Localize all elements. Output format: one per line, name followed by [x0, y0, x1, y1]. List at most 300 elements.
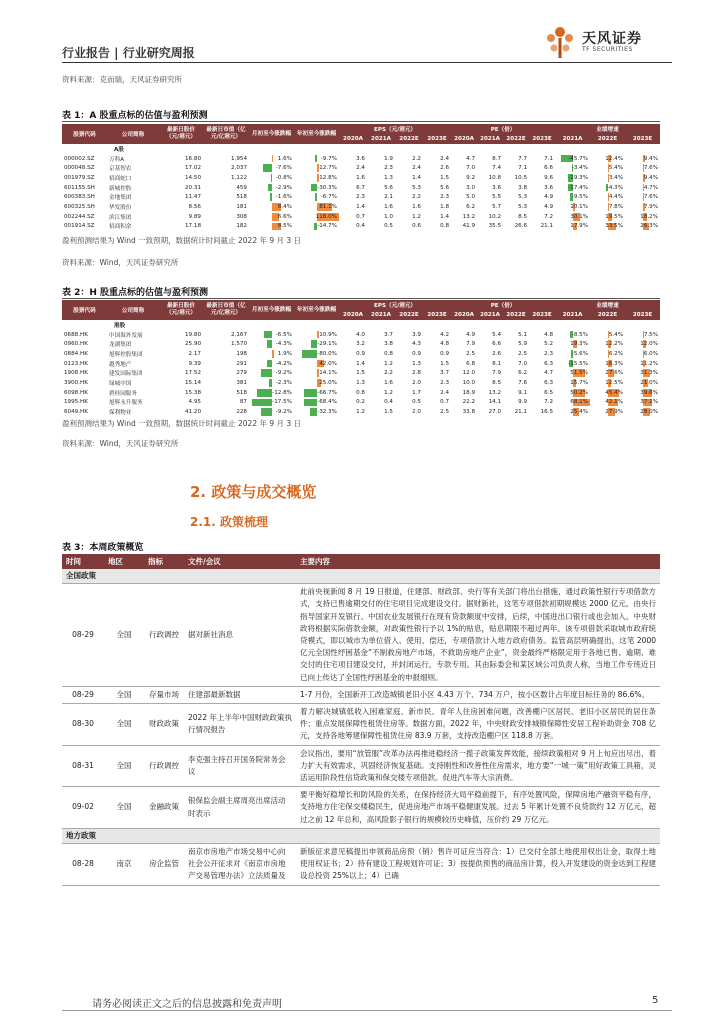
company-name: 旭辉控股集团 — [109, 351, 143, 358]
pe-value: 7.2 — [544, 213, 554, 220]
return-ytd — [294, 368, 339, 378]
pe-value: 12.0 — [462, 370, 476, 377]
bar-value: 33.5% — [605, 223, 624, 230]
group-row — [62, 144, 660, 154]
pe-value: 8.7 — [492, 155, 502, 162]
bar-value: -9.5% — [571, 194, 589, 201]
bar-value: 11.2% — [640, 360, 659, 367]
eps-value: 1.2 — [412, 213, 421, 220]
th-eps-year: 2021A — [367, 134, 395, 144]
pe-value: 21.1 — [514, 409, 528, 416]
pe-value: 5.0 — [466, 194, 476, 201]
th-eps-year: 2023E — [423, 310, 451, 320]
return-month — [249, 359, 294, 369]
eps-value: 4.3 — [412, 341, 421, 348]
page-number: 5 — [652, 995, 659, 1006]
growth-value — [590, 202, 625, 212]
bar-value: 7.6% — [643, 194, 659, 201]
company-name: 滨江集团 — [109, 214, 132, 221]
policy-type: 房企监管 — [144, 844, 184, 886]
eps-value: 4.8 — [440, 341, 450, 348]
company-name: 旭辉永升服务 — [109, 400, 143, 407]
pe-value: 9.6 — [544, 174, 554, 181]
pe-value: 5.1 — [518, 331, 528, 338]
th-type: 指标 — [144, 554, 184, 569]
pe-value: 9.1 — [518, 389, 528, 396]
bar-value: 12.2% — [605, 341, 624, 348]
company-name: 建发国际集团 — [109, 371, 143, 378]
bar-value: 10.1% — [570, 203, 589, 210]
pe-value: 6.6 — [492, 341, 502, 348]
bar-value: 7.9% — [643, 203, 659, 210]
th-retytd: 年初至今涨跌幅 — [294, 300, 339, 320]
return-month — [249, 173, 294, 183]
company-name: 招商蛇口 — [109, 175, 132, 182]
th-name: 公司简称 — [107, 300, 159, 320]
eps-value: 0.9 — [356, 350, 365, 357]
price: 2.17 — [188, 350, 201, 357]
table-row — [62, 212, 660, 222]
eps-value: 0.9 — [412, 350, 421, 357]
policy-type: 存量市场 — [144, 686, 184, 703]
pe-value: 4.7 — [544, 370, 554, 377]
bar-value: -29.1% — [317, 341, 337, 348]
bar-value: 28.0% — [640, 409, 659, 416]
pe-value: 5.9 — [518, 341, 528, 348]
bar-value: 6.2% — [608, 350, 624, 357]
group-label: 港股 — [114, 322, 126, 329]
pe-value: 10.8 — [488, 174, 502, 181]
company-name: 绿城中国 — [109, 380, 132, 387]
growth-value — [590, 183, 625, 193]
market-cap: 87 — [239, 399, 247, 406]
th-growth-year: 2023E — [625, 134, 660, 144]
logo-text-en: TF SECURITIES — [582, 46, 633, 53]
eps-value: 0.2 — [356, 399, 365, 406]
growth-value — [555, 330, 590, 340]
page-header — [62, 31, 672, 68]
bar-value: 1.9% — [277, 350, 292, 357]
policy-document: 2022 年上半年中国财政政策执行情况报告 — [184, 704, 296, 746]
return-month — [249, 330, 294, 340]
th-retytd: 年初至今涨跌幅 — [294, 124, 339, 144]
eps-value: 5.6 — [440, 184, 450, 191]
growth-value — [625, 192, 660, 202]
bar-value: 6.0% — [643, 350, 659, 357]
bar-value: -19.3% — [568, 174, 589, 181]
return-ytd — [294, 222, 339, 232]
th-growth: 业绩增速 — [555, 300, 660, 310]
table2-header-row — [62, 300, 660, 310]
th-growth: 业绩增速 — [555, 124, 660, 134]
eps-value: 1.4 — [412, 174, 421, 181]
policy-region: 全国 — [104, 686, 144, 703]
bar-value: 51.5% — [570, 370, 589, 377]
th-pe-year: 2022E — [503, 310, 529, 320]
bar-value: 10.9% — [319, 331, 337, 338]
return-ytd — [294, 173, 339, 183]
eps-value: 2.3 — [440, 194, 450, 201]
th-date: 时间 — [62, 554, 104, 569]
pe-value: 4.7 — [466, 155, 476, 162]
bar-value: 42.1% — [605, 399, 624, 406]
price: 41.20 — [184, 409, 201, 416]
table3-policy — [62, 554, 660, 886]
company-name: 招商积余 — [109, 224, 132, 231]
price: 14.50 — [184, 174, 201, 181]
bar-value: 25.0% — [319, 379, 337, 386]
growth-value — [590, 330, 625, 340]
th-pe-year: 2020A — [451, 310, 477, 320]
eps-value: 0.7 — [356, 213, 365, 220]
bar-value: 25.4% — [570, 409, 589, 416]
pe-value: 2.5 — [466, 350, 476, 357]
growth-value — [625, 359, 660, 369]
policy-content: 此前央视新闻 8 月 19 日报道，住建部、财政部、央行等有关部门将出台措施，通过政策性银行专项借款方式，支持已售逾期交付的住宅项目完成建设交付。据财新社，这笔专项借款初期规模达 2000 亿元，由央行指导国家开发银行、中国农业发展银行在现有贷款额度中安排，后续，中国进出口银行或也会加入。中央财政将根据实际借款金额，对政策性银行予以 1%的贴息，贴息期限不超过两年。该专项借款采取城市政府统贷模式，即以城市为单位借入、使用、偿还，专项借款计入地方政府债务。监管高层明确提出，这笔 2000 亿元全国性纾困基金“不制救房地产市场，不救助房地产企业”，资金最终严格限定用于各地已售、逾期、难交付的住宅项目建设交付，并封闭运行，专款专用。其由际委会和某区域公司负责人称，当地工作专班近日已向上传达了全国性纾困基金的申报细则。 — [296, 584, 660, 687]
return-month — [249, 202, 294, 212]
return-ytd — [294, 163, 339, 173]
pe-value: 5.2 — [544, 341, 554, 348]
growth-value — [590, 192, 625, 202]
company-name: 龙湖集团 — [109, 342, 132, 349]
bar-value: 18.2% — [640, 213, 659, 220]
return-ytd — [294, 378, 339, 388]
pe-value: 10.0 — [462, 379, 476, 386]
table-row — [62, 398, 660, 408]
return-ytd — [294, 388, 339, 398]
bar-value: -68.4% — [317, 399, 337, 406]
eps-value: 1.0 — [384, 213, 393, 220]
growth-value — [555, 183, 590, 193]
pe-value: 33.8 — [462, 409, 476, 416]
return-month — [249, 163, 294, 173]
pe-value: 13.2 — [462, 213, 476, 220]
growth-value — [555, 407, 590, 417]
growth-value — [590, 398, 625, 408]
table-row — [62, 359, 660, 369]
return-month — [249, 154, 294, 164]
bar-value: 31.3% — [640, 370, 659, 377]
eps-value: 3.9 — [412, 331, 421, 338]
bar-value: 5.4% — [608, 165, 624, 172]
price: 17.18 — [184, 223, 201, 230]
return-month — [249, 388, 294, 398]
table-row — [62, 192, 660, 202]
eps-value: 4.2 — [440, 331, 450, 338]
th-growth-year: 2023E — [625, 310, 660, 320]
pe-value: 5.4 — [492, 331, 502, 338]
growth-value — [625, 407, 660, 417]
pe-value: 5.7 — [492, 203, 502, 210]
stock-code: 0688.HK — [64, 331, 88, 338]
price: 8.56 — [188, 203, 201, 210]
growth-value — [625, 330, 660, 340]
eps-value: 3.6 — [356, 155, 365, 162]
price: 15.38 — [184, 389, 201, 396]
policy-region: 全国 — [104, 584, 144, 687]
pe-value: 7.1 — [518, 165, 528, 172]
eps-value: 0.4 — [356, 223, 365, 230]
th-code: 股票代码 — [62, 300, 107, 320]
market-cap: 381 — [236, 379, 247, 386]
company-name: 越秀地产 — [109, 361, 132, 368]
eps-value: 1.8 — [440, 203, 450, 210]
price: 17.02 — [184, 165, 201, 172]
group-row — [62, 320, 660, 330]
pe-value: 16.5 — [540, 409, 554, 416]
eps-value: 0.5 — [384, 223, 393, 230]
pe-value: 7.6 — [518, 379, 528, 386]
growth-value — [590, 349, 625, 359]
table1-header-row — [62, 124, 660, 134]
bar-value: 8.4% — [277, 203, 292, 210]
market-cap: 1,570 — [230, 341, 247, 348]
eps-value: 3.8 — [384, 341, 393, 348]
table-row — [62, 154, 660, 164]
market-cap: 459 — [236, 184, 247, 191]
market-cap: 2,167 — [230, 331, 247, 338]
eps-value: 1.4 — [440, 213, 450, 220]
policy-type: 金融政策 — [144, 787, 184, 829]
pe-value: 8.5 — [492, 379, 502, 386]
market-cap: 1,122 — [230, 174, 247, 181]
market-cap: 181 — [236, 203, 247, 210]
table-row — [62, 163, 660, 173]
pe-value: 3.8 — [518, 184, 528, 191]
bar-value: 30.1% — [570, 213, 589, 220]
pe-value: 8.5 — [518, 213, 528, 220]
return-ytd — [294, 202, 339, 212]
eps-value: 2.2 — [412, 194, 421, 201]
eps-value: 2.4 — [356, 165, 365, 172]
eps-value: 1.3 — [384, 174, 393, 181]
return-month — [249, 368, 294, 378]
table-row — [62, 388, 660, 398]
eps-value: 2.3 — [440, 379, 450, 386]
policy-date: 08-29 — [62, 686, 104, 703]
market-cap: 291 — [236, 360, 247, 367]
price: 11.47 — [184, 194, 201, 201]
company-name: 华发股份 — [109, 204, 132, 211]
pe-value: 4.9 — [466, 331, 476, 338]
pe-value: 8.1 — [492, 360, 502, 367]
bar-value: 118.0% — [315, 213, 337, 220]
pe-value: 35.5 — [488, 223, 502, 230]
bar-value: 42.0% — [319, 360, 337, 367]
growth-value — [625, 368, 660, 378]
category-row — [62, 828, 660, 843]
bar-value: -6.7% — [320, 194, 337, 201]
company-name: 保利物业 — [109, 410, 132, 417]
policy-row — [62, 745, 660, 787]
policy-type: 财政政策 — [144, 704, 184, 746]
return-ytd — [294, 349, 339, 359]
category-label: 全国政策 — [62, 569, 660, 584]
return-ytd — [294, 407, 339, 417]
bar-value: 26.3% — [640, 223, 659, 230]
table-row — [62, 202, 660, 212]
subsection-heading: 2.1. 政策梳理 — [190, 515, 268, 529]
eps-value: 1.4 — [356, 360, 365, 367]
eps-value: 1.6 — [412, 203, 421, 210]
growth-value — [555, 378, 590, 388]
table1-title: 表 1：A 股重点标的估值与盈利预测 — [62, 111, 208, 121]
growth-value — [590, 163, 625, 173]
eps-value: 4.0 — [356, 331, 365, 338]
eps-value: 1.2 — [384, 360, 393, 367]
pe-value: 26.6 — [514, 223, 528, 230]
price: 20.31 — [184, 184, 201, 191]
return-month — [249, 222, 294, 232]
th-content: 主要内容 — [296, 554, 660, 569]
pe-value: 5.5 — [492, 194, 502, 201]
policy-date: 09-02 — [62, 787, 104, 829]
stock-code: 002244.SZ — [64, 213, 95, 220]
pe-value: 6.2 — [466, 203, 476, 210]
eps-value: 2.8 — [412, 370, 421, 377]
eps-value: 2.1 — [384, 194, 393, 201]
bar-value: 16.3% — [605, 360, 624, 367]
pe-value: 41.9 — [462, 223, 476, 230]
company-name: 万科A — [109, 156, 125, 163]
stock-code: 601155.SH — [64, 184, 95, 191]
table1-source: 资料来源：Wind，天风证券研究所 — [62, 258, 179, 267]
bar-value: 7.5% — [643, 331, 659, 338]
return-ytd — [294, 359, 339, 369]
bar-value: -80.0% — [317, 350, 337, 357]
bar-value: 15.7% — [570, 379, 589, 386]
pe-value: 7.1 — [544, 155, 554, 162]
bar-value: -7.6% — [275, 165, 292, 172]
bar-value: -17.5% — [272, 399, 292, 406]
stock-code: 000002.SZ — [64, 155, 95, 162]
price: 9.89 — [188, 213, 201, 220]
bar-value: 4.4% — [608, 194, 624, 201]
pe-value: 10.5 — [514, 174, 528, 181]
th-eps-year: 2020A — [339, 134, 367, 144]
bar-value: 19.5% — [605, 213, 624, 220]
pe-value: 4.9 — [544, 203, 554, 210]
bar-value: -9.2% — [275, 370, 292, 377]
eps-value: 1.7 — [412, 389, 421, 396]
pe-value: 3.0 — [466, 184, 476, 191]
eps-value: 2.3 — [384, 165, 393, 172]
company-name: 新城控股 — [109, 185, 132, 192]
bar-value: -5.6% — [571, 350, 589, 357]
bar-value: -17.4% — [568, 184, 589, 191]
pe-value: 9.9 — [518, 399, 528, 406]
policy-row — [62, 584, 660, 687]
eps-value: 1.3 — [356, 379, 365, 386]
return-ytd — [294, 398, 339, 408]
bar-value: -45.7% — [568, 155, 589, 162]
bar-value: -66.7% — [317, 389, 337, 396]
growth-value — [555, 398, 590, 408]
group-label: A股 — [114, 146, 124, 153]
th-growth-year: 2022E — [590, 310, 625, 320]
pe-value: 6.2 — [518, 370, 528, 377]
bar-value: 12.4% — [605, 155, 624, 162]
table-row — [62, 378, 660, 388]
logo-text-cn: 天风证券 — [582, 31, 642, 47]
company-logo — [542, 22, 672, 62]
bar-value: 27.6% — [605, 370, 624, 377]
eps-value: 1.3 — [412, 360, 421, 367]
category-label: 地方政策 — [62, 828, 660, 843]
pe-value: 6.5 — [544, 389, 554, 396]
market-cap: 308 — [236, 213, 247, 220]
growth-value — [555, 349, 590, 359]
policy-type: 行政调控 — [144, 745, 184, 787]
policy-date: 08-31 — [62, 745, 104, 787]
growth-value — [625, 212, 660, 222]
eps-value: 0.8 — [356, 389, 365, 396]
growth-value — [625, 378, 660, 388]
return-month — [249, 378, 294, 388]
pe-value: 3.6 — [492, 184, 502, 191]
th-growth-year: 2022E — [590, 134, 625, 144]
th-pe-year: 2021A — [477, 310, 503, 320]
policy-type: 行政调控 — [144, 584, 184, 687]
pe-value: 27.0 — [488, 409, 502, 416]
stock-code: 600383.SH — [64, 194, 95, 201]
th-price: 最新日股价（元/港元） — [159, 124, 203, 144]
growth-value — [625, 154, 660, 164]
pe-value: 3.6 — [544, 184, 554, 191]
growth-value — [590, 154, 625, 164]
bar-value: -0.8% — [275, 174, 292, 181]
policy-date: 08-30 — [62, 704, 104, 746]
eps-value: 1.6 — [356, 174, 365, 181]
bar-value: 27.9% — [605, 409, 624, 416]
growth-value — [590, 388, 625, 398]
bar-value: 81.1% — [319, 203, 337, 210]
bar-value: 5.4% — [608, 331, 624, 338]
eps-value: 1.2 — [356, 409, 365, 416]
pe-value: 7.0 — [466, 165, 476, 172]
table3-title: 表 3：本周政策概览 — [62, 543, 144, 553]
bar-value: -12.8% — [272, 389, 292, 396]
eps-value: 2.4 — [440, 389, 450, 396]
price: 4.95 — [188, 399, 201, 406]
eps-value: 2.2 — [384, 370, 393, 377]
stock-code: 0884.HK — [64, 350, 88, 357]
eps-value: 1.6 — [384, 203, 393, 210]
table1-valuation — [62, 124, 660, 231]
th-pe: PE（倍） — [451, 124, 555, 134]
table1-note: 盈利预测结果为 Wind 一致预期，数据统计时间截止 2022 年 9 月 3 日 — [62, 236, 302, 245]
return-ytd — [294, 339, 339, 349]
eps-value: 1.9 — [384, 155, 393, 162]
policy-region: 全国 — [104, 787, 144, 829]
price: 25.90 — [184, 341, 201, 348]
bar-value: 12.8% — [319, 174, 337, 181]
table-row — [62, 222, 660, 232]
th-growth-year: 2021A — [555, 310, 590, 320]
policy-region: 全国 — [104, 745, 144, 787]
th-mcap: 最新日市值（亿元/亿港元） — [203, 124, 249, 144]
policy-date: 08-29 — [62, 584, 104, 687]
growth-value — [625, 398, 660, 408]
market-cap: 518 — [236, 389, 247, 396]
eps-value: 0.4 — [384, 399, 393, 406]
table-row — [62, 339, 660, 349]
pe-value: 7.9 — [492, 370, 502, 377]
return-ytd — [294, 192, 339, 202]
market-cap: 2,037 — [230, 165, 247, 172]
th-eps-year: 2022E — [395, 134, 423, 144]
eps-value: 0.8 — [440, 223, 450, 230]
